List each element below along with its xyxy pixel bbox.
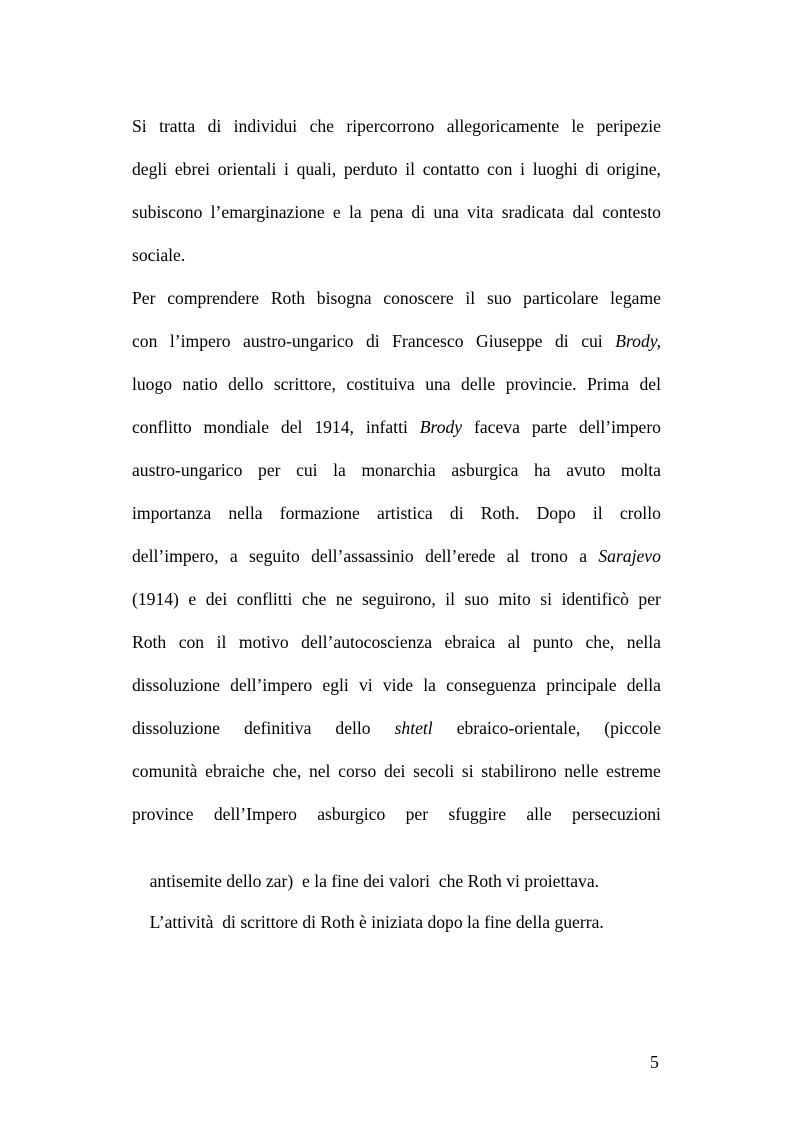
word: Roth. xyxy=(480,503,520,523)
word: seguirono, xyxy=(361,589,436,609)
word: dell’impero xyxy=(578,417,661,437)
word: cui xyxy=(581,331,603,351)
word: principale xyxy=(546,675,617,695)
word: e xyxy=(332,202,341,222)
text-line-18 xyxy=(132,845,661,891)
text-run: antisemite dello zar) e la fine dei valori che Roth vi proiettava. xyxy=(149,871,600,891)
word: natio xyxy=(182,374,218,394)
italic-term: shtetl xyxy=(394,718,433,738)
word: il xyxy=(445,589,456,609)
word: una xyxy=(425,374,451,394)
word: cui xyxy=(296,460,318,480)
word: dell’impero xyxy=(230,675,313,695)
word: persecuzioni xyxy=(572,804,661,824)
word-brody xyxy=(420,415,462,439)
word: origine, xyxy=(606,159,661,179)
text-line-5 xyxy=(132,286,661,310)
word: con xyxy=(487,159,513,179)
word: Dopo xyxy=(536,503,576,523)
word: comprendere xyxy=(167,288,260,308)
word: conflitti xyxy=(236,589,293,609)
word: dell’assassinio xyxy=(311,546,414,566)
word: che, xyxy=(585,632,615,652)
text-line-8 xyxy=(132,415,661,439)
text-line-19 xyxy=(132,886,661,932)
word: allegoricamente xyxy=(446,116,560,136)
word: contesto xyxy=(602,202,661,222)
word: il xyxy=(465,288,476,308)
text-line-1 xyxy=(132,114,661,138)
word: nella xyxy=(228,503,263,523)
word: asburgico xyxy=(317,804,386,824)
word: comunità xyxy=(132,761,198,781)
text-run: L’attività di scrittore di Roth è iniziata dopo la fine della guerra. xyxy=(149,912,604,932)
word: corso xyxy=(338,761,377,781)
text-run: sociale. xyxy=(132,245,186,265)
word: ebraica xyxy=(444,632,496,652)
text-line-13 xyxy=(132,630,661,654)
word: dei xyxy=(383,761,406,781)
word: dissoluzione xyxy=(132,675,220,695)
word-sarajevo xyxy=(598,544,661,568)
word: del xyxy=(639,374,661,394)
word: nella xyxy=(626,632,661,652)
text-line-14 xyxy=(132,673,661,697)
word-brody xyxy=(615,329,661,353)
word: ha xyxy=(534,460,551,480)
word: subiscono xyxy=(132,202,203,222)
text-line-3 xyxy=(132,200,661,224)
word: della xyxy=(626,675,661,695)
word: al xyxy=(506,546,520,566)
word: di xyxy=(554,331,569,351)
word: stabilirono xyxy=(481,761,557,781)
word: per xyxy=(258,460,281,480)
word: Prima xyxy=(587,374,630,394)
word: motivo xyxy=(238,632,289,652)
word: scrittore, xyxy=(273,374,336,394)
word: egli xyxy=(322,675,349,695)
word: i xyxy=(284,159,289,179)
word: a xyxy=(229,546,238,566)
word: faceva xyxy=(474,417,520,437)
word: austro-ungarico xyxy=(243,331,354,351)
word: al xyxy=(507,632,521,652)
word: di xyxy=(411,202,426,222)
word: alle xyxy=(526,804,552,824)
word: mito xyxy=(498,589,531,609)
word: Roth xyxy=(132,632,167,652)
word: peripezie xyxy=(596,116,661,136)
word: luogo xyxy=(132,374,173,394)
word: che xyxy=(309,116,334,136)
word: austro-ungarico xyxy=(132,460,243,480)
word: nel xyxy=(308,761,331,781)
word: di xyxy=(449,503,464,523)
page-number: 5 xyxy=(650,1052,659,1072)
word-shtetl xyxy=(395,716,433,740)
word: vita xyxy=(467,202,494,222)
word: quali, xyxy=(296,159,337,179)
word: l’emarginazione xyxy=(210,202,325,222)
word: Roth xyxy=(270,288,306,308)
word: 1914, xyxy=(314,417,354,437)
word: con xyxy=(178,632,205,652)
word: individui xyxy=(233,116,298,136)
word: conoscere xyxy=(383,288,454,308)
word: conflitto xyxy=(132,417,192,437)
italic-place-name: Brody, xyxy=(615,331,661,351)
word: il xyxy=(405,159,416,179)
text-line-17 xyxy=(132,802,661,826)
word: si xyxy=(540,589,552,609)
word: sradicata xyxy=(501,202,565,222)
word: il xyxy=(216,632,227,652)
word: Per xyxy=(132,288,156,308)
word: importanza xyxy=(132,503,212,523)
word: degli xyxy=(132,159,168,179)
word: che, xyxy=(272,761,302,781)
word: contatto xyxy=(422,159,480,179)
word: del xyxy=(280,417,303,437)
word: ebrei xyxy=(174,159,211,179)
word: ebraiche xyxy=(205,761,265,781)
word: dell’impero, xyxy=(132,546,219,566)
word: asburgica xyxy=(451,460,519,480)
text-line-4 xyxy=(132,243,661,267)
word: costituiva xyxy=(346,374,415,394)
word: ripercorrono xyxy=(346,116,435,136)
word: l’impero xyxy=(169,331,231,351)
word: definitiva xyxy=(243,718,312,738)
word: Francesco xyxy=(392,331,464,351)
text-line-15 xyxy=(132,716,661,740)
italic-place-name: Sarajevo xyxy=(598,546,661,566)
word: particolare xyxy=(523,288,599,308)
word: (piccole xyxy=(604,718,661,738)
word: ebraico-orientale, xyxy=(456,718,581,738)
word: tratta xyxy=(159,116,196,136)
word: la xyxy=(333,460,346,480)
word: dell’erede xyxy=(425,546,496,566)
word: che xyxy=(301,589,327,609)
word: con xyxy=(132,331,158,351)
word: crollo xyxy=(619,503,661,523)
word: sfuggire xyxy=(448,804,507,824)
text-line-11 xyxy=(132,544,661,568)
word: punto xyxy=(532,632,574,652)
word: formazione xyxy=(279,503,360,523)
word: estreme xyxy=(606,761,661,781)
word: i xyxy=(520,159,526,179)
text-line-9 xyxy=(132,458,661,482)
text-line-2 xyxy=(132,157,661,181)
text-line-12 xyxy=(132,587,661,611)
word: Giuseppe xyxy=(476,331,543,351)
word: il xyxy=(592,503,603,523)
word: bisogna xyxy=(316,288,372,308)
word: Si xyxy=(132,116,147,136)
word: pena xyxy=(369,202,404,222)
word: orientali xyxy=(217,159,277,179)
word: secoli xyxy=(413,761,455,781)
word: dell’autocoscienza xyxy=(301,632,433,652)
word: nelle xyxy=(564,761,599,781)
word: dei xyxy=(205,589,228,609)
word: dello xyxy=(335,718,371,738)
word: avuto xyxy=(566,460,606,480)
word: suo xyxy=(464,589,489,609)
italic-place-name: Brody xyxy=(419,417,463,437)
text-line-7 xyxy=(132,372,661,396)
word: conseguenza xyxy=(446,675,537,695)
text-line-10 xyxy=(132,501,661,525)
word: parte xyxy=(531,417,567,437)
text-line-16 xyxy=(132,759,661,783)
word: seguito xyxy=(248,546,300,566)
word: infatti xyxy=(365,417,408,437)
word: di xyxy=(585,159,600,179)
word: perduto xyxy=(343,159,398,179)
word: per xyxy=(405,804,429,824)
word: delle xyxy=(461,374,496,394)
word: suo xyxy=(486,288,512,308)
word: artistica xyxy=(377,503,433,523)
word: mondiale xyxy=(203,417,270,437)
word: provincie. xyxy=(505,374,577,394)
word: si xyxy=(461,761,474,781)
word: identificò xyxy=(561,589,629,609)
word: legame xyxy=(610,288,661,308)
word: una xyxy=(433,202,459,222)
word: vi xyxy=(358,675,373,695)
word: trono xyxy=(530,546,568,566)
word: dissoluzione xyxy=(132,718,220,738)
word: le xyxy=(571,116,585,136)
word: e xyxy=(188,589,197,609)
word: molta xyxy=(620,460,661,480)
word: monarchia xyxy=(361,460,436,480)
word: per xyxy=(638,589,661,609)
word: ne xyxy=(335,589,353,609)
word: dello xyxy=(228,374,264,394)
word: dal xyxy=(572,202,594,222)
word: dell’Impero xyxy=(213,804,297,824)
word: luoghi xyxy=(532,159,578,179)
word: province xyxy=(132,804,194,824)
word: a xyxy=(579,546,588,566)
word: vide xyxy=(382,675,414,695)
word: di xyxy=(365,331,380,351)
word: di xyxy=(207,116,222,136)
word: la xyxy=(348,202,362,222)
word: (1914) xyxy=(132,589,179,609)
word: la xyxy=(423,675,436,695)
text-line-6 xyxy=(132,329,661,353)
